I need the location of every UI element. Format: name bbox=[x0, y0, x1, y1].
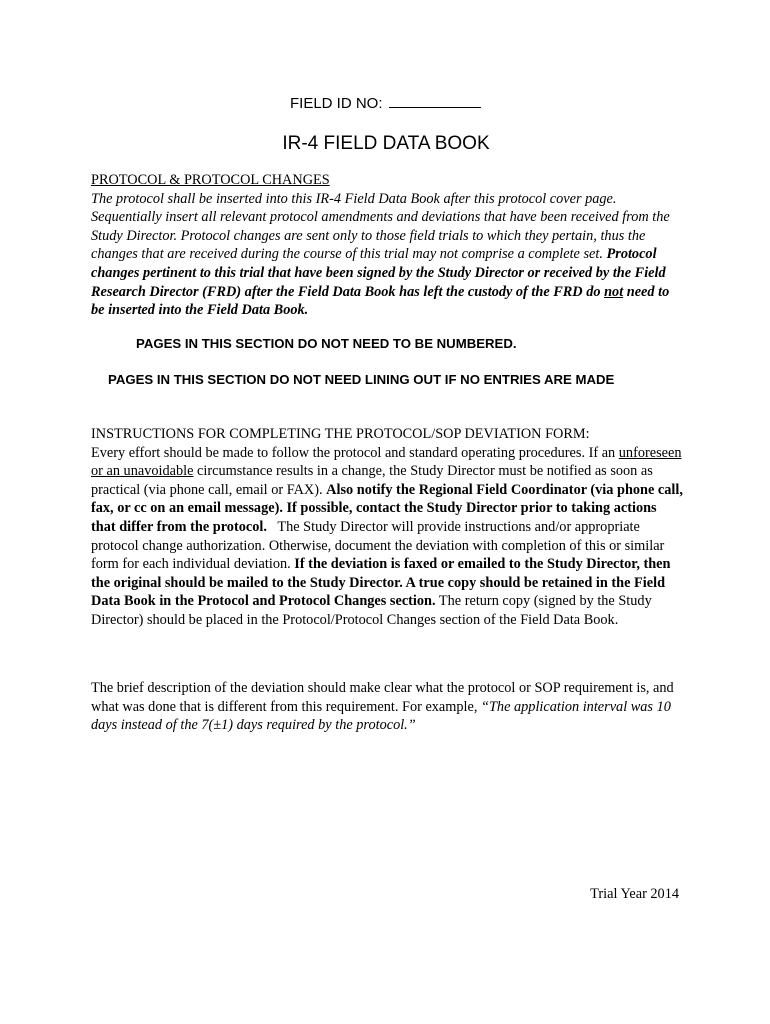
lining-notice: PAGES IN THIS SECTION DO NOT NEED LINING OUT IF NO ENTRIES ARE MADE bbox=[108, 372, 615, 387]
field-id-blank[interactable] bbox=[389, 92, 481, 108]
numbering-notice: PAGES IN THIS SECTION DO NOT NEED TO BE NUMBERED. bbox=[136, 336, 517, 351]
protocol-italic-text: The protocol shall be inserted into this IR-4 Field Data Book after this protocol cover page. Sequentially insert all relevant protocol amendments and deviations that have been received from the Study Director. Protocol changes are sent only to those field trials to which they pertain, thus the changes that are received during the course of this trial may not comprise a complete set. bbox=[91, 190, 670, 263]
instructions-paragraph bbox=[91, 444, 683, 630]
instructions-text-1: Every effort should be made to follow the protocol and standard operating procedures. If an bbox=[91, 444, 616, 461]
document-title-text: IR-4 FIELD DATA BOOK bbox=[282, 133, 490, 154]
protocol-paragraph bbox=[91, 190, 683, 320]
field-id-line bbox=[290, 92, 481, 114]
protocol-bold-text-2: need to be inserted into the Field Data Book. bbox=[91, 283, 670, 319]
instructions-heading: INSTRUCTIONS FOR COMPLETING THE PROTOCOL/SOP DEVIATION FORM: bbox=[91, 426, 590, 442]
protocol-heading: PROTOCOL & PROTOCOL CHANGES bbox=[91, 172, 330, 188]
instructions-bold-1: Also notify the Regional Field Coordinator (via phone call, fax, or cc on an email message). If possible, contact the Study Director prior to taking actions that differ from the protocol. bbox=[91, 481, 683, 535]
deviation-description-text: The brief description of the deviation should make clear what the protocol or SOP requirement is, and what was done that is different from this requirement. For example, bbox=[91, 680, 674, 715]
instructions-section bbox=[91, 425, 683, 630]
document-title bbox=[0, 132, 770, 156]
instructions-bold-2: If the deviation is faxed or emailed to the Study Director, then the original should be mailed to the Study Director. A true copy should be retained in the Field Data Book in the Protocol and Protocol Changes section. bbox=[91, 556, 671, 610]
protocol-section bbox=[91, 171, 683, 320]
instructions-underlined: unforeseen or an unavoidable bbox=[91, 444, 682, 480]
instructions-text-4: The return copy (signed by the Study Director) should be placed in the Protocol/Protocol Changes section of the Field Data Book. bbox=[91, 593, 652, 628]
deviation-description-section bbox=[91, 679, 683, 735]
protocol-bold-underline: not bbox=[604, 283, 624, 300]
protocol-bold-text-1: Protocol changes pertinent to this trial that have been signed by the Study Director or received by the Field Research Director (FRD) after the Field Data Book has left the custody of the FRD do bbox=[91, 246, 666, 300]
instructions-text-3: The Study Director will provide instructions and/or appropriate protocol change authorization. Otherwise, document the deviation with completion of this or similar form for each individual deviation. bbox=[91, 518, 665, 573]
instructions-text-2: circumstance results in a change, the Study Director must be notified as soon as practical (via phone call, email or FAX). bbox=[91, 463, 653, 498]
deviation-example: “The application interval was 10 days instead of the 7(±1) days required by the protocol.” bbox=[91, 698, 671, 734]
trial-year: Trial Year 2014 bbox=[590, 886, 679, 902]
field-id-label: FIELD ID NO: bbox=[290, 95, 383, 112]
